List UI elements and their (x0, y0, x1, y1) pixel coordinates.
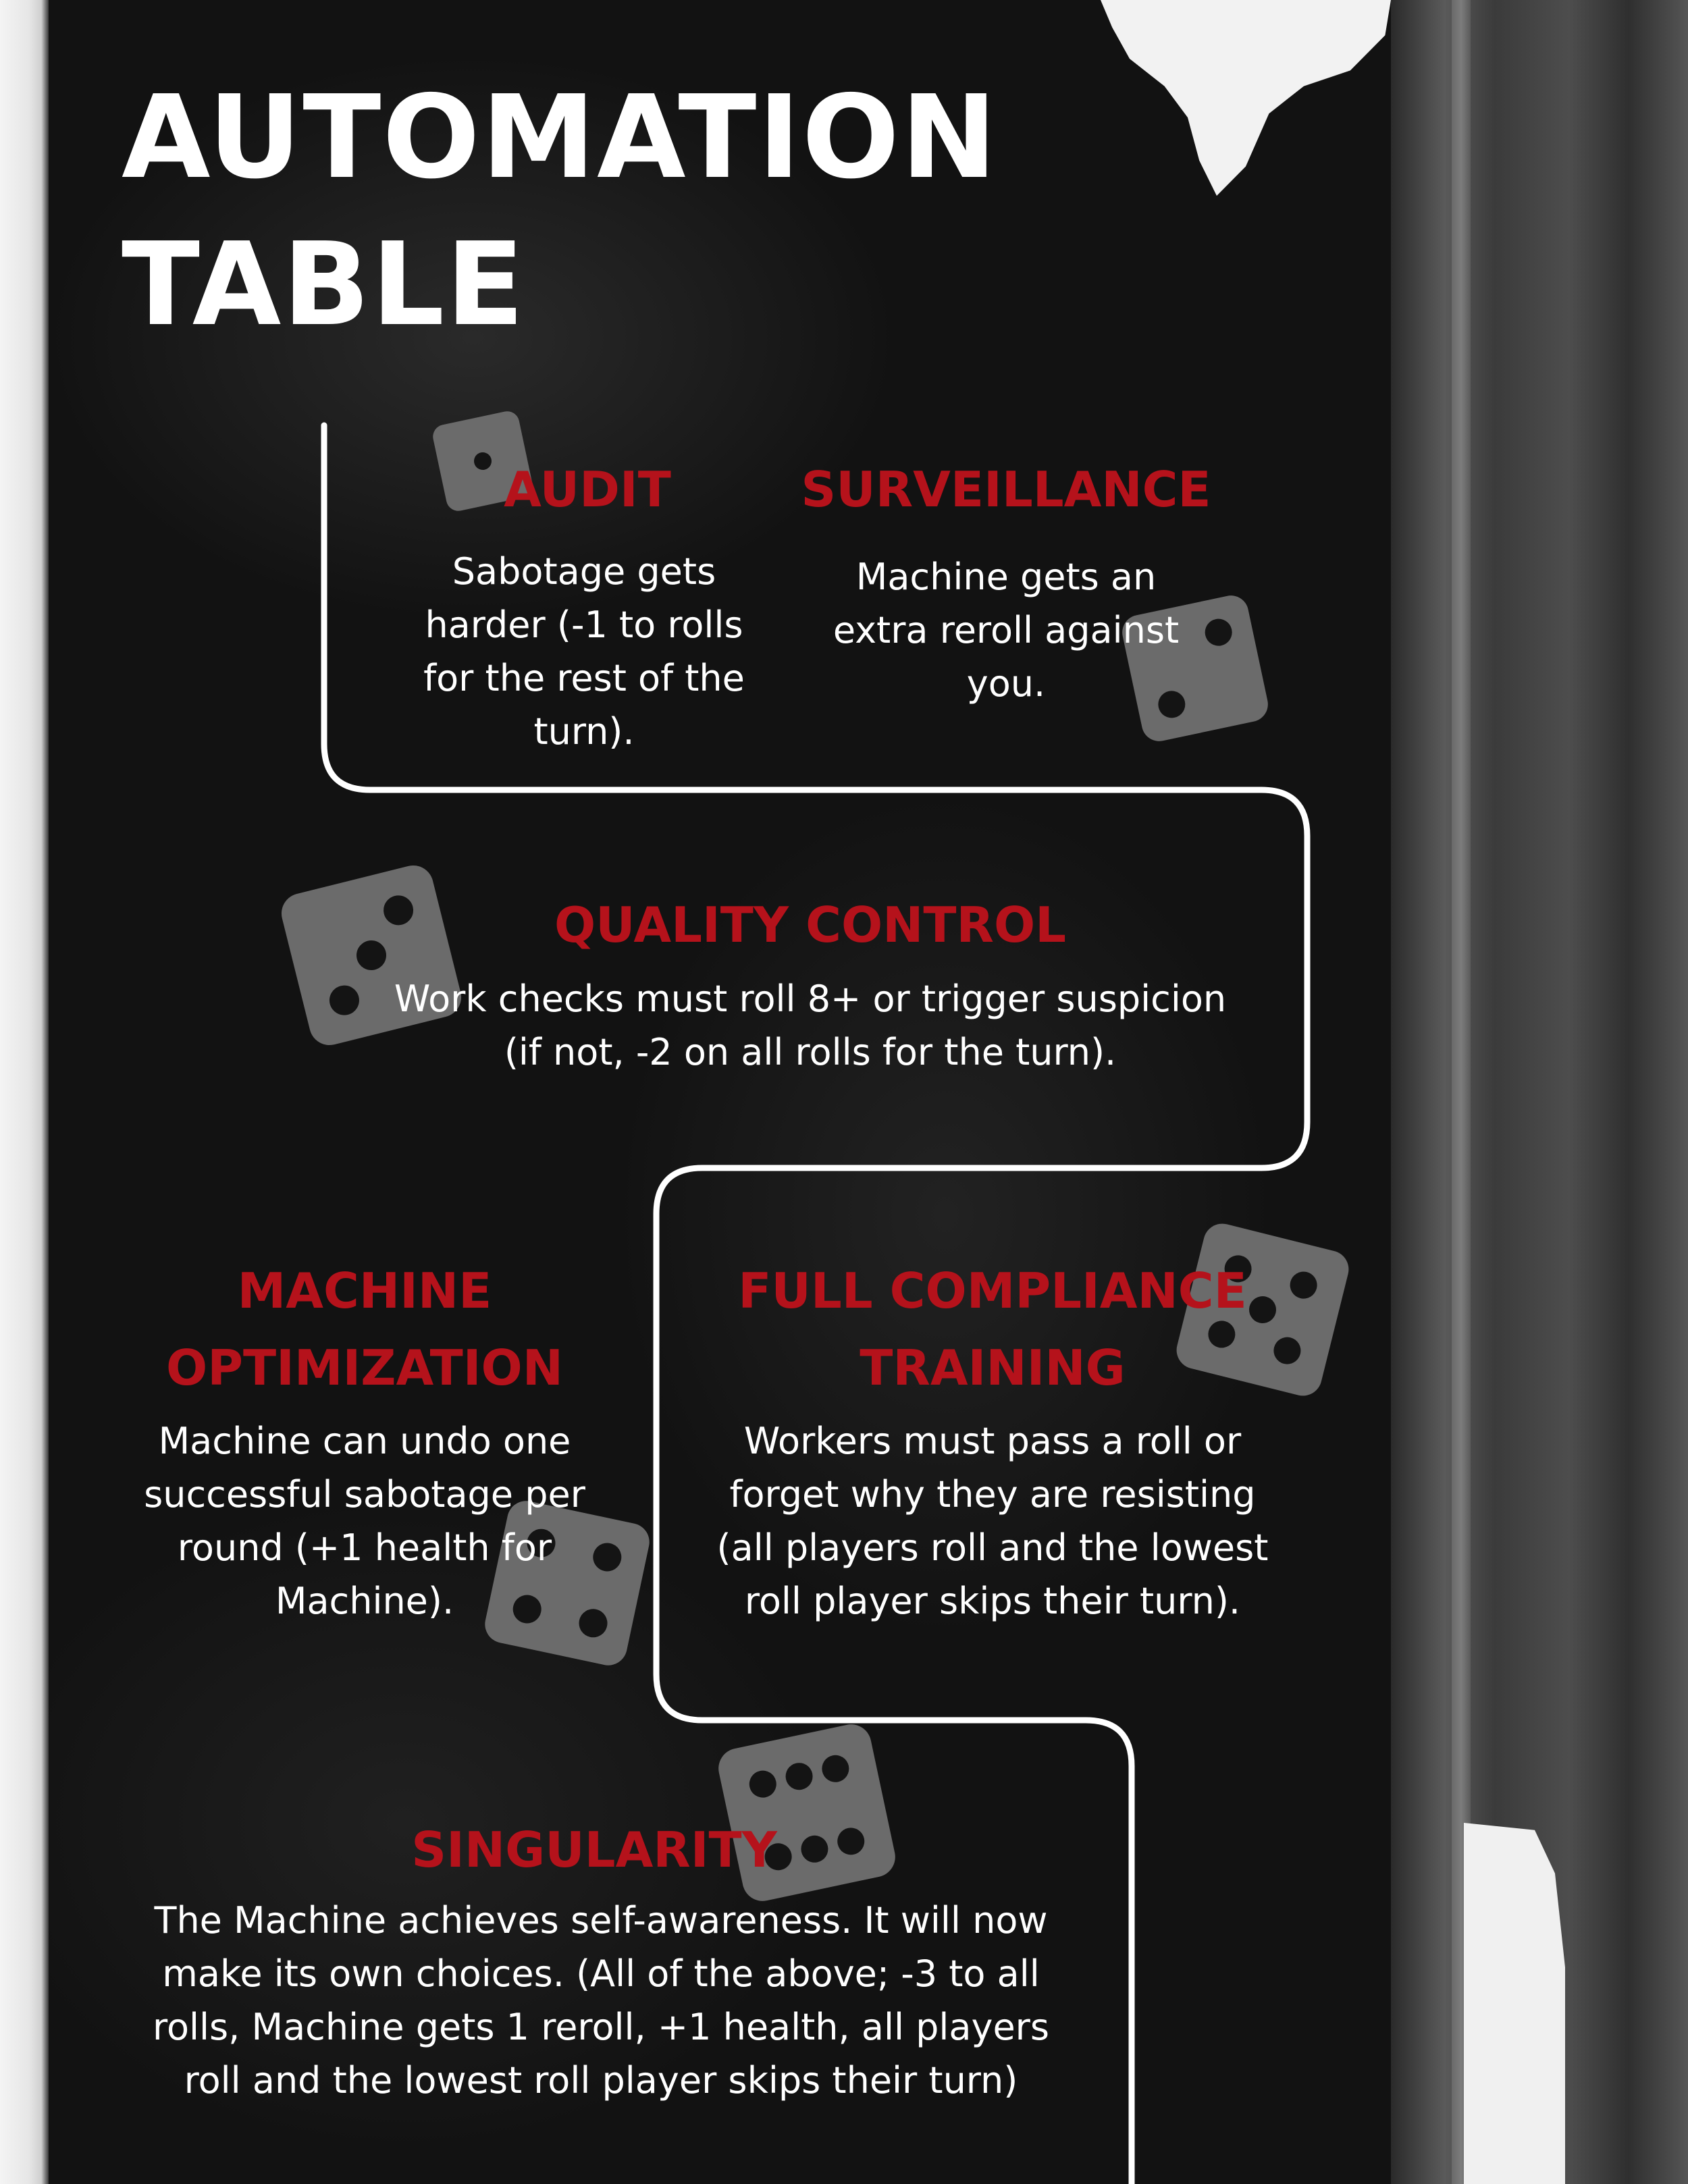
full-compliance-training-heading (716, 1252, 1269, 1406)
surveillance-heading: SURVEILLANCE (801, 461, 1211, 518)
singularity-text: The Machine achieves self-awareness. It will now make its own choices. (All of the above; -3 to all rolls, Machine gets 1 reroll, +1 health, all players roll and the lowest roll player skips their turn) (152, 1899, 1050, 2102)
die-six-icon (709, 1715, 905, 1911)
machine-optimization-heading (142, 1252, 587, 1406)
surveillance-text: Machine gets an extra reroll against you. (833, 556, 1180, 705)
machine-optimization-text: Machine can undo one successful sabotage per round (+1 health for Machine). (144, 1420, 585, 1622)
full-compliance-training-text: Workers must pass a roll or forget why they are resisting (all players roll and the lowest roll player skips their turn). (716, 1420, 1269, 1622)
quality-control-text: Work checks must roll 8+ or trigger suspicion (if not, -2 on all rolls for the turn). (394, 978, 1227, 1073)
audit-text: Sabotage gets harder (-1 to rolls for the rest of the turn). (423, 550, 745, 753)
audit-heading: AUDIT (504, 461, 671, 518)
page-title (122, 64, 998, 358)
full-compliance-training-heading-line-1: FULL COMPLIANCE (738, 1262, 1247, 1319)
singularity-heading: SINGULARITY (411, 1821, 777, 1878)
machine-optimization-heading-line-2: OPTIMIZATION (165, 1339, 564, 1396)
title-line-2: TABLE (122, 218, 526, 352)
machine-optimization-heading-line-1: MACHINE (237, 1262, 492, 1319)
title-line-1: AUTOMATION (122, 71, 999, 205)
full-compliance-training-heading-line-2: TRAINING (860, 1339, 1126, 1396)
quality-control-heading: QUALITY CONTROL (554, 897, 1067, 953)
